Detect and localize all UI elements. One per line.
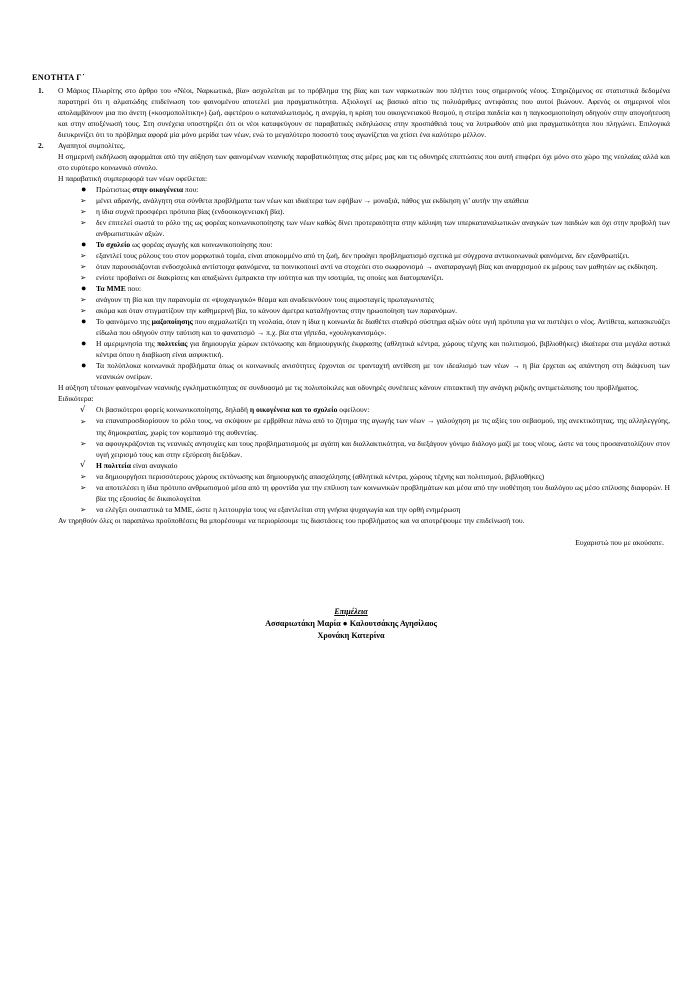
list-item-arrow — [58, 195, 670, 206]
emphasis-text: μαζοποίησης — [151, 317, 193, 327]
dot-bullet-icon: ● — [81, 238, 87, 249]
dot-bullet-icon: ● — [81, 282, 87, 293]
text-run: είναι αναγκαίο — [130, 460, 178, 470]
thanks-line: Ευχαριστώ που με ακούσατε. — [575, 537, 664, 547]
list-item-arrow — [58, 261, 670, 272]
list-item-text — [96, 416, 670, 436]
emphasis-text: Το σχολείο — [96, 240, 131, 250]
check-bullet-icon: √ — [80, 458, 86, 469]
list-item-text — [96, 262, 657, 271]
dot-bullet-icon: ● — [81, 359, 87, 370]
list-item-arrow — [58, 217, 670, 239]
arrow-bullet-icon: ➢ — [80, 262, 87, 272]
arrow-bullet-icon: ➢ — [80, 273, 87, 283]
list-item-text — [96, 306, 457, 315]
list-item-arrow — [58, 438, 670, 460]
sub-list — [58, 250, 670, 283]
footer-names-line-2: Χρονάκη Κατερίνα — [317, 631, 385, 641]
text-run: οφείλουν: — [337, 405, 370, 415]
sub-list — [58, 195, 670, 239]
emphasis-text: στην οικογένεια — [132, 185, 184, 195]
list-item-text — [96, 207, 284, 216]
list-item-arrow — [58, 305, 670, 316]
arrow-bullet-icon: ➢ — [80, 207, 87, 217]
list-item-check — [58, 404, 670, 415]
list-item-text — [96, 461, 178, 470]
emphasis-text: πολιτείας — [157, 339, 188, 349]
list-item-text — [96, 185, 198, 194]
text-run: ακόμα και όταν στιγματίζουν την καθημερινή βία, το κάνουν άμετρα καταλήγοντας στην ηρωοποίηση των παρανόμων. — [96, 306, 458, 316]
text-run: που: — [183, 185, 199, 195]
text-run: που αιχμαλωτίζει τη νεολαία, όταν η ίδια η κοινωνία δε διαθέτει σταθερό σύστημα αξιών ούτε υγιή πρότυπα για να πιστέψει ο νέος. Αντίθετα, κατασκευάζει είδωλα που οδηγούν στην ταύτιση και το φανατισμό → π.χ. βία στα γήπεδα, «χουλιγκανισμός». — [96, 317, 670, 338]
list-item-dot — [58, 360, 670, 382]
text-run: Οι βασικότεροι φορείς κοινωνικοποίησης, δηλαδή — [96, 405, 250, 415]
list-item-arrow — [58, 471, 670, 482]
list-item-text — [96, 295, 434, 304]
arrow-bullet-icon: ➢ — [80, 306, 87, 316]
sub-list — [58, 471, 670, 515]
arrow-bullet-icon: ➢ — [80, 218, 87, 228]
document-body — [32, 72, 670, 643]
emphasis-text: Τα ΜΜΕ — [96, 284, 126, 294]
list-item-arrow — [58, 415, 670, 437]
dot-bullet-icon: ● — [81, 337, 87, 348]
list-item-text — [96, 361, 670, 381]
causes-list — [58, 184, 670, 382]
footer-separator: ● — [342, 619, 348, 629]
text-run: δεν επιτελεί σωστά το ρόλο της ως φορέας κοινωνικοποίησης των νέων καθώς δίνει προτεραιότητα στην κάλυψη των υπερκαταναλωτικών αναγκών των παιδιών και όχι στην προβολή των ανθρωπιστικών αξιών. — [96, 218, 670, 239]
numbered-item-1 — [32, 85, 670, 140]
list-item-text — [96, 405, 369, 414]
section-title: ΕΝΟΤΗΤΑ Γ΄ — [32, 73, 85, 82]
specifically-label: Ειδικότερα: — [58, 394, 94, 404]
text-run: Το φαινόμενο της — [96, 317, 152, 327]
text-run: ως φορέας αγωγής και κοινωνικοποίησης που: — [130, 240, 273, 250]
text-run: να δημιουργήσει περισσότερους χώρους εκτόνωσης και δημιουργικής απασχόλησης (αθλητικά κέντρα, χώρους τέχνης και πολιτισμού, βιβλιοθήκες) — [96, 471, 545, 481]
dot-bullet-icon: ● — [81, 183, 87, 194]
text-run: να αποτελέσει η ίδια πρότυπο ανθρωπισμού μέσα από τη φροντίδα για την επίλυση των κοινωνικών προβλημάτων και μέσα από την υιοθέτηση του διαλόγου ως μέσο επίλυσης διαφορών. Η βία της εξουσίας δε δικαιολογείται — [96, 482, 670, 503]
list-item-text — [96, 505, 460, 514]
text-run: Τα πολύπλοκα κοινωνικά προβλήματα όπως οι κοινωνικές ανισότητες έρχονται σε τρανταχτή αντίθεση με τον ιδεαλισμό των νέων → η βία έρχεται ως απάντηση στη διάψευση των νεανικών ονείρων. — [96, 361, 670, 382]
list-item-arrow — [58, 504, 670, 515]
arrow-bullet-icon: ➢ — [80, 504, 87, 514]
text-run: που: — [125, 284, 142, 294]
arrow-bullet-icon: ➢ — [80, 295, 87, 305]
text-run: για δημιουργία χώρων εκτόνωσης και δημιουργικής έκφρασης (αθλητικά κέντρα, χώρους τέχνης και πολιτισμού, βιβλιοθήκες) ιδιαίτερα στα μεγάλα αστικά κέντρα όπου η διαβίωση είναι ασφυκτική. — [96, 339, 670, 360]
arrow-bullet-icon: ➢ — [80, 471, 87, 481]
list-item-dot — [58, 239, 670, 250]
footer-name-2: Καλουτσάκης Αγησίλαος — [349, 619, 437, 629]
salutation: Αγαπητοί συμπολίτες, — [58, 141, 125, 151]
text-run: η ίδια συχνά προσφέρει πρότυπα βίας (ενδοοικογενειακή βία). — [96, 207, 285, 217]
sub-list — [58, 294, 670, 316]
list-item-text — [96, 472, 544, 481]
list-item-dot — [58, 184, 670, 195]
list-item-text — [96, 273, 444, 282]
list-item-arrow — [58, 250, 670, 261]
text-run: να επαναπροσδιορίσουν το ρόλο τους, να σκύψουν με εμβρίθεια πάνω από το ζήτημα της αγωγής των νέων → γαλούχηση με τις αξίες του σεβασμού, της ανεκτικότητας, της αλληλεγγύης, της δημοκρατίας, χωρίς τον κομπασμό της αυθεντίας. — [96, 416, 670, 437]
footer-title: Επιμέλεια — [334, 606, 368, 616]
item-number: 2. — [38, 141, 44, 151]
solutions-list — [58, 404, 670, 514]
text-run: να ελέγξει ουσιαστικά τα ΜΜΕ, ώστε η λειτουργία τους να εξαντλείται στη γνήσια ψυχαγωγία και την ορθή ενημέρωση — [96, 504, 461, 514]
list-item-text — [96, 196, 529, 205]
list-item-text — [96, 339, 670, 359]
arrow-bullet-icon: ➢ — [80, 416, 87, 426]
arrow-bullet-icon: ➢ — [80, 251, 87, 261]
text-run: Η αμεριμνησία της — [96, 339, 158, 349]
item-2-intro: Η σημερινή εκδήλωση αφορμάται από την αύξηση των φαινομένων νεανικής παραβατικότητας στις μέρες μας και τις οδυνηρές επιπτώσεις που αυτή επιφέρει όχι μόνο στο χώρο της νεολαίας αλλά και στο ευρύτερο κοινωνικό σύνολο. — [58, 152, 670, 173]
list-item-text — [96, 240, 272, 249]
list-item-dot — [58, 316, 670, 338]
text-run: μένει αδρανής, ανάλγητη στα σύνθετα προβλήματα των νέων και ιδιαίτερα των εφήβων → μοναξιά, πάθος για εκδίκηση γι’ αυτήν την απάθεια — [96, 196, 529, 206]
text-run: εξαντλεί τους ρόλους του στον μορφωτικό τομέα, είναι αποκομμένο από τη ζωή, δεν προάγει προβληματισμό σχετικά με σύγχρονα αντικοινωνικά φαινόμενα, δεν εξανθρωπίζει. — [96, 251, 630, 261]
text-run: Πρώτιστως — [96, 185, 133, 195]
list-item-text — [96, 284, 141, 293]
numbered-item-2 — [32, 140, 670, 548]
closing-paragraph: Αν τηρηθούν όλες οι παραπάνω προϋποθέσεις θα μπορέσουμε να περιορίσουμε τις διαστάσεις του προβλήματος και να αποτρέψουμε την επιδείνωσή του. — [58, 515, 525, 525]
list-item-dot — [58, 283, 670, 294]
list-item-text — [96, 317, 670, 337]
sub-list — [58, 415, 670, 459]
list-item-arrow — [58, 294, 670, 305]
emphasis-text: Η πολιτεία — [96, 460, 131, 470]
emphasis-text: η οικογένεια και το σχολείο — [249, 405, 338, 415]
arrow-bullet-icon: ➢ — [80, 196, 87, 206]
list-item-arrow — [58, 482, 670, 504]
item-number: 1. — [38, 86, 44, 96]
footer-credits — [32, 606, 670, 643]
list-item-check — [58, 460, 670, 471]
text-run: ανάγουν τη βία και την παρανομία σε «ψυχαγωγικό» θέαμα και αναδεικνύουν τους αιμοσταγείς πρωταγωνιστές — [96, 295, 434, 305]
after-causes-paragraph: Η αύξηση τέτοιων φαινομένων νεανικής εγκληματικότητας σε συνδυασμό με τις πολυποίκιλες και οδυνηρές συνέπειες κάνουν επιτακτική την ανάγκη ριζικής αντιμετώπισης του προβλήματος. — [58, 383, 639, 393]
item-1-paragraph: Ο Μάριος Πλωρίτης στο άρθρο του «Νέοι, Ναρκωτικά, βία» ασχολείται με το πρόβλημα της βίας και των ναρκωτικών που πλήττει τους σημερινούς νέους. Στηριζόμενος σε στατιστικά δεδομένα παρατηρεί ότι η αλματώδης επιδείνωση του φαινομένου αποτελεί μια πραγματικότητα. Αξιολογεί ως βασικό αίτιο τις πολυάριθμες αντιφάσεις που αυτοί βιώνουν. Αφενός οι σημερινοί νέοι απολαμβάνουν μια πιο άνετη («κοσμοπολίτικη») ζωή, αφετέρου ο καταναλωτισμός, η ανεργία, η κρίση του οικογενειακού θεσμού, η στείρα παιδεία και η παγκοσμιοποίηση οδηγούν στην απογοήτευση και στην αποξένωσή τους. Στη συνέχεια υποστηρίζει ότι οι νέοι καταφεύγουν σε παραβατικές εκδηλώσεις στην προσπάθειά τους να λυτρωθούν από μια πραγματικότητα που πληγώνει. Επιλογικά διευκρινίζει ότι το πρόβλημα αφορά μία μόνο μερίδα των νέων, ενώ το μεγαλύτερο ποσοστό τους αγωνίζεται να χτίσει ένα καλύτερο μέλλον. — [58, 86, 670, 140]
list-item-text — [96, 218, 670, 238]
list-item-text — [96, 251, 630, 260]
footer-names-line-1 — [32, 618, 670, 630]
text-run: ενίοτε προβαίνει σε διακρίσεις και απαξιώνει έμπρακτα την ισότητα και την ισοτιμία, τις οποίες και διατυμπανίζει. — [96, 273, 444, 283]
item-2-lead-in: Η παραβατική συμπεριφορά των νέων οφείλεται: — [58, 174, 208, 184]
list-item-dot — [58, 338, 670, 360]
list-item-arrow — [58, 272, 670, 283]
arrow-bullet-icon: ➢ — [80, 438, 87, 448]
text-run: να αφουγκράζονται τις νεανικές ανησυχίες και τους προβληματισμούς με αγάπη και διαλλακτικότητα, να διεξάγουν γόνιμο διάλογο μαζί με τους νέους, ώστε να τους προσανατολίζουν στον υγιή χειρισμό τους και στην εξεύρεση διεξόδων. — [96, 438, 670, 459]
list-item-text — [96, 439, 670, 459]
footer-name-1: Ασσαριωτάκη Μαρία — [265, 619, 341, 629]
list-item-arrow — [58, 206, 670, 217]
list-item-text — [96, 483, 670, 503]
arrow-bullet-icon: ➢ — [80, 482, 87, 492]
dot-bullet-icon: ● — [81, 315, 87, 326]
check-bullet-icon: √ — [80, 403, 86, 414]
text-run: όταν παρουσιάζονται ενδοσχολικά αντίστοιχα φαινόμενα, τα ποινικοποιεί αντί να στοχεύει στο σωφρονισμό → αναπαραγωγή βίας και αναρχισμού εκ μέρους των μαθητών ως εκδίκηση. — [96, 262, 658, 272]
